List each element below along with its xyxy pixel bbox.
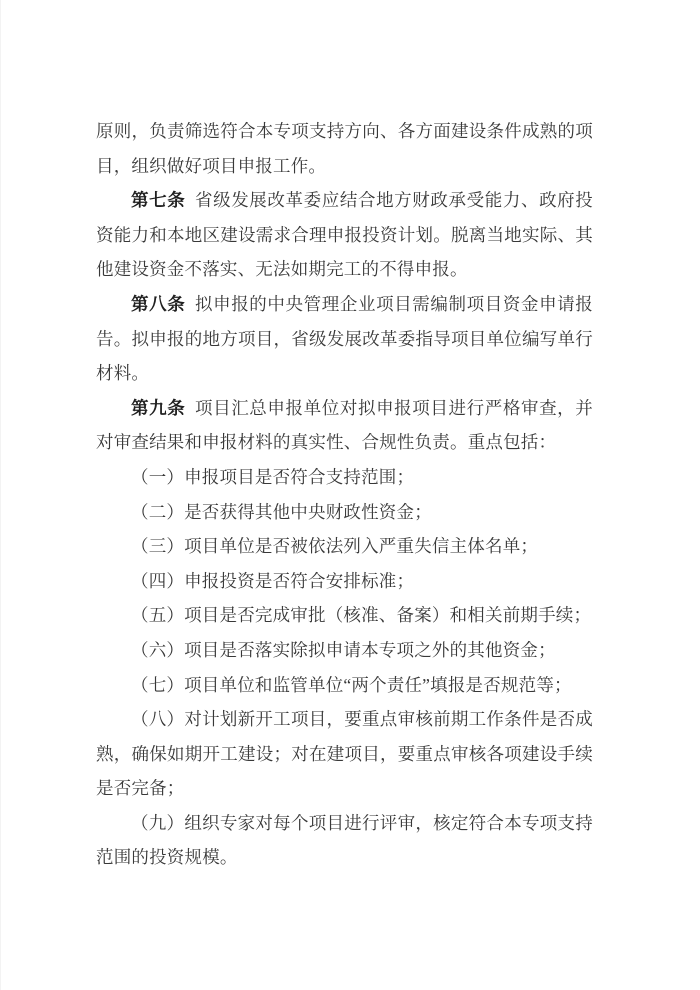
- article-number: 第八条: [131, 293, 186, 314]
- list-item: （一）申报项目是否符合支持范围；: [131, 466, 415, 487]
- document-body: [96, 114, 593, 875]
- list-item: （二）是否获得其他中央财政性资金；: [131, 501, 432, 522]
- list-item: （九）组织专家对每个项目进行评审，核定符合本专项支持范围的投资规模。: [96, 812, 593, 868]
- list-item: （五）项目是否完成审批（核准、备案）和相关前期手续；: [131, 605, 592, 626]
- list-item: （六）项目是否落实除拟申请本专项之外的其他资金；: [131, 639, 556, 660]
- list-item: （八）对计划新开工项目，要重点审核前期工作条件是否成熟，确保如期开工建设；对在建项目，要重点审核各项建设手续是否完备；: [96, 709, 593, 799]
- article-number: 第七条: [131, 190, 186, 211]
- list-item: （四）申报投资是否符合安排标准；: [131, 570, 415, 591]
- list-item: （七）项目单位和监管单位“两个责任”填报是否规范等；: [131, 674, 572, 695]
- article-paragraph: 第七条 省级发展改革委应结合地方财政承受能力、政府投资能力和本地区建设需求合理申报投资计划。脱离当地实际、其他建设资金不落实、无法如期完工的不得申报。: [96, 190, 593, 280]
- paragraph: 原则，负责筛选符合本专项支持方向、各方面建设条件成熟的项目，组织做好项目申报工作。: [96, 121, 593, 176]
- list-item: （三）项目单位是否被依法列入严重失信主体名单；: [131, 536, 539, 557]
- article-number: 第九条: [131, 397, 186, 418]
- article-paragraph: 第八条 拟申报的中央管理企业项目需编制项目资金申请报告。拟申报的地方项目，省级发展改革委指导项目单位编写单行材料。: [96, 293, 593, 384]
- article-paragraph: 第九条 项目汇总申报单位对拟申报项目进行严格审查，并对审查结果和申报材料的真实性、合规性负责。重点包括：: [96, 397, 593, 453]
